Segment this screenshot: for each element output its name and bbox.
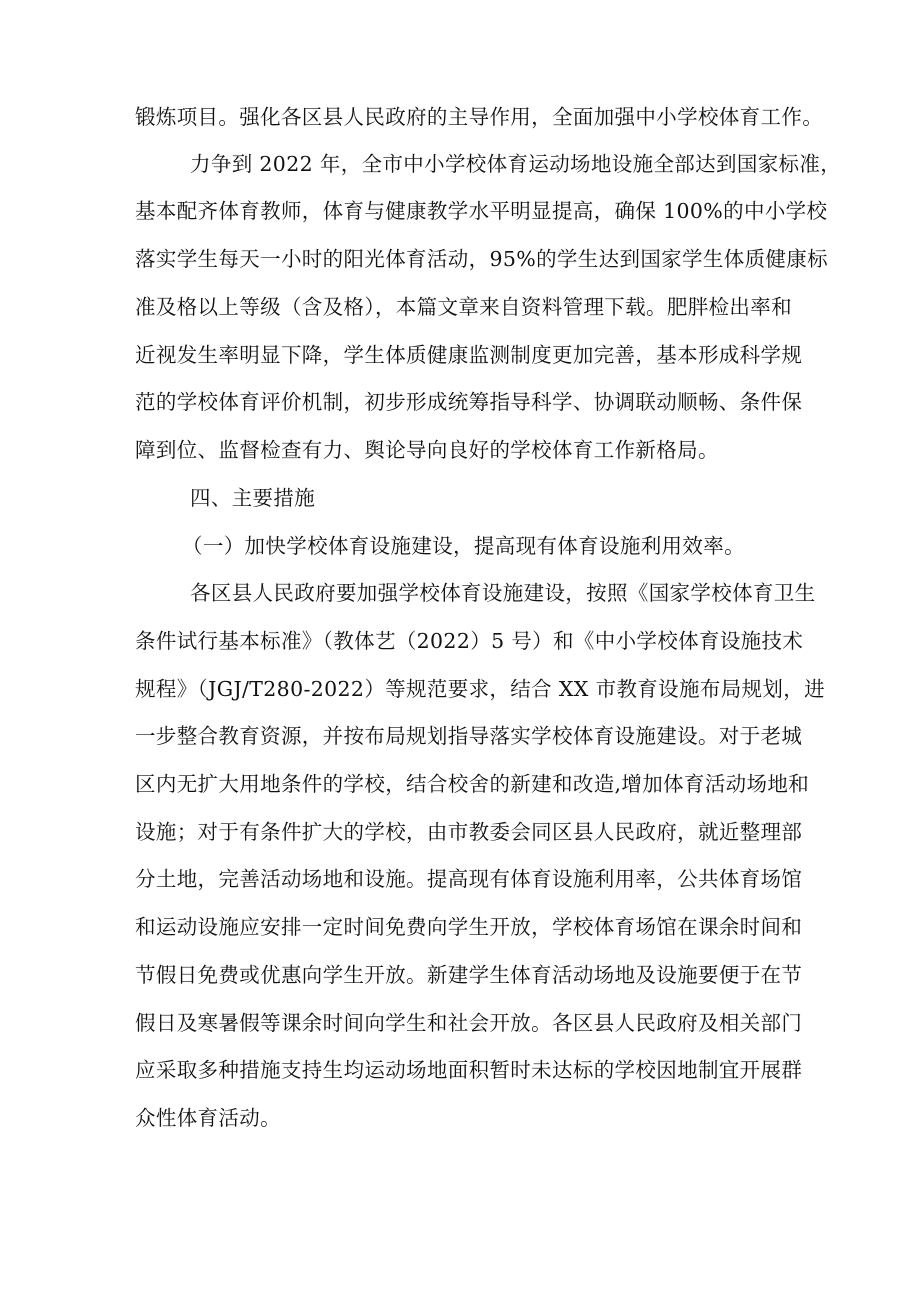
text-line: 范的学校体育评价机制，初步形成统筹指导科学、协调联动顺畅、条件保 bbox=[135, 390, 803, 414]
text-line: 条件试行基本标准》（教体艺（2022）5 号）和《中小学校体育设施技术 bbox=[135, 629, 804, 653]
text-line: 分土地，完善活动场地和设施。提高现有体育设施利用率，公共体育场馆 bbox=[135, 867, 803, 891]
section-heading: 四、主要措施 bbox=[190, 486, 316, 510]
text-line: 准及格以上等级（含及格），本篇文章来自资料管理下载。肥胖检出率和 bbox=[135, 295, 792, 319]
text-line: 一步整合教育资源，并按布局规划指导落实学校体育设施建设。对于老城 bbox=[135, 724, 803, 748]
text-line: 各区县人民政府要加强学校体育设施建设，按照《国家学校体育卫生 bbox=[190, 581, 816, 605]
subsection-heading: （一）加快学校体育设施建设，提高现有体育设施利用效率。 bbox=[182, 534, 745, 558]
text-line: 锻炼项目。强化各区县人民政府的主导作用，全面加强中小学校体育工作。 bbox=[135, 105, 824, 129]
text-line: 应采取多种措施支持生均运动场地面积暂时未达标的学校因地制宜开展群 bbox=[135, 1058, 803, 1082]
text-line: 设施；对于有条件扩大的学校，由市教委会同区县人民政府，就近整理部 bbox=[135, 820, 803, 844]
text-line: 近视发生率明显下降，学生体质健康监测制度更加完善，基本形成科学规 bbox=[135, 343, 803, 367]
text-line: 节假日免费或优惠向学生开放。新建学生体育活动场地及设施要便于在节 bbox=[135, 963, 803, 987]
text-line: 规程》（JGJ/T280-2022）等规范要求，结合 XX 市教育设施布局规划，进 bbox=[135, 677, 825, 701]
text-line: 和运动设施应安排一定时间免费向学生开放，学校体育场馆在课余时间和 bbox=[135, 915, 803, 939]
text-line: 众性体育活动。 bbox=[135, 1106, 281, 1130]
text-line: 基本配齐体育教师，体育与健康教学水平明显提高，确保 100%的中小学校 bbox=[135, 199, 828, 223]
text-line: 力争到 2022 年，全市中小学校体育运动场地设施全部达到国家标准， bbox=[190, 152, 842, 176]
text-line: 落实学生每天一小时的阳光体育活动，95%的学生达到国家学生体质健康标 bbox=[135, 247, 828, 271]
text-line: 障到位、监督检查有力、舆论导向良好的学校体育工作新格局。 bbox=[135, 438, 719, 462]
text-line: 区内无扩大用地条件的学校，结合校舍的新建和改造,增加体育活动场地和 bbox=[135, 772, 810, 796]
text-line: 假日及寒暑假等课余时间向学生和社会开放。各区县人民政府及相关部门 bbox=[135, 1011, 803, 1035]
